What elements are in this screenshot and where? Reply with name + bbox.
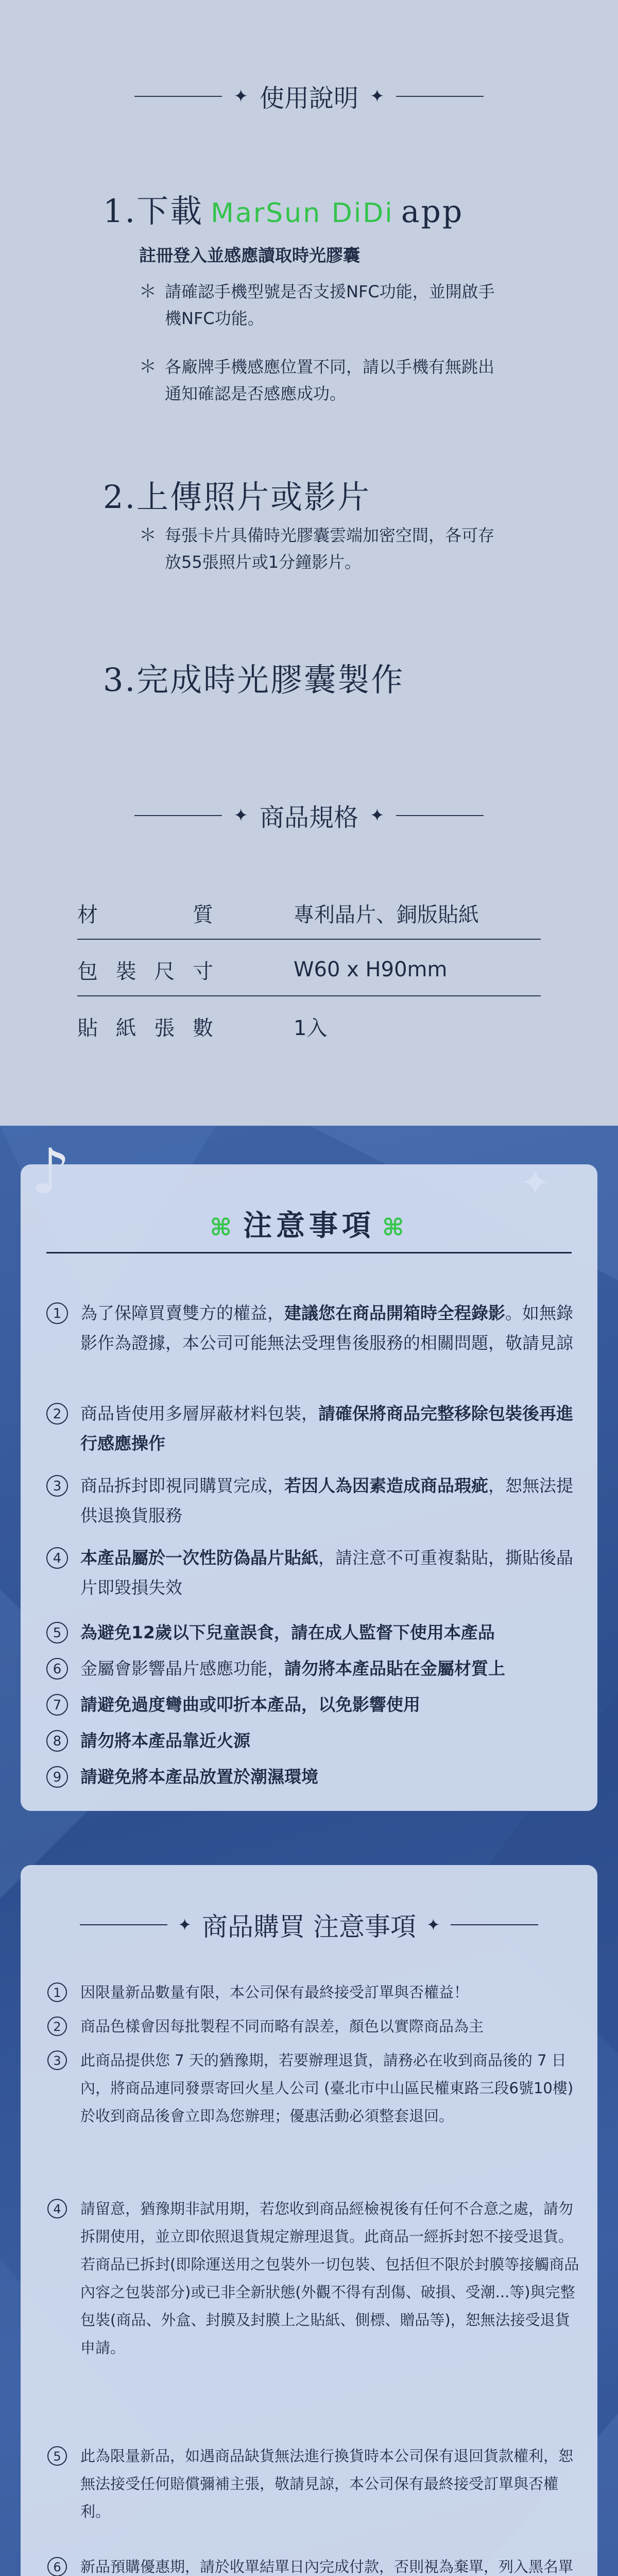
divider [451,1924,538,1925]
spec-key: 包 裝 尺 寸 [77,959,216,984]
spec-value: 1入 [294,1016,328,1040]
diamond-icon: ✦ [233,86,248,107]
notice-title: 注意事項 [243,1209,375,1243]
number-badge: 4 [47,2199,67,2218]
number-badge: 9 [46,1766,68,1788]
divider [80,1924,167,1925]
spec-key: 材 質 [77,903,216,927]
divider [134,96,222,97]
bullet-text: 請確認手機型號是否支援NFC功能，並開啟手機NFC功能。 [165,282,495,328]
specs-title: 商品規格 [259,803,358,832]
bottom-section [0,1126,618,2576]
spec-value: 專利晶片、銅版貼紙 [294,903,479,927]
number-badge: 2 [46,1403,68,1425]
top-section [0,0,618,1126]
divider [396,815,484,816]
diamond-icon: ✦ [370,86,385,107]
number-badge: 4 [46,1547,68,1569]
purchase-card [21,1865,597,2576]
number-badge: 5 [47,2446,67,2466]
instructions-title: 使用說明 [259,84,358,113]
bullet-text: 各廠牌手機感應位置不同，請以手機有無跳出通知確認是否感應成功。 [165,357,495,403]
instructions-heading [0,78,618,114]
step-1-bullet [139,353,510,407]
step-2: 2.上傳照片或影片 [103,478,371,516]
notice-item: 7 請避免過度彎曲或叩折本產品，以免影響使用 [46,1690,577,1720]
brand-name: MarSun DiDi [211,198,394,229]
diamond-icon: ✦ [426,1915,440,1935]
purchase-item: 1 因限量新品數量有限，本公司保有最終接受訂單與否權益！ [46,1978,582,2006]
number-badge: 1 [47,1982,67,2002]
spec-key: 貼 紙 張 數 [77,1016,216,1040]
purchase-item: 5 此為限量新品，如遇商品缺貨無法進行換貨時本公司保有退回貨款權利，恕無法接受任何賠償彌補主張，敬請見諒，本公司保有最終接受訂單與否權利。 [46,2442,582,2526]
number-badge: 3 [46,1475,68,1497]
notice-item: 4 本產品屬於一次性防偽晶片貼紙，請注意不可重複黏貼，撕貼後晶片即毀損失效 [46,1543,577,1603]
notice-divider [46,1252,572,1253]
step-3: 3.完成時光膠囊製作 [103,661,405,699]
number-badge: 8 [46,1730,68,1752]
step-1-prefix: 1.下載 [103,192,204,230]
asterisk-icon: ＊ [139,281,157,302]
spec-row-count [77,1005,541,1048]
notice-item: 6 金屬會影響晶片感應功能，請勿將本產品貼在金屬材質上 [46,1654,577,1684]
notice-item: 8 請勿將本產品靠近火源 [46,1726,577,1756]
step-2-bullet [139,522,510,575]
spec-value: W60 x H90mm [294,958,448,981]
number-badge: 6 [46,1658,68,1680]
purchase-title: 商品購買 注意事項 [202,1912,416,1942]
notice-card [21,1164,597,1811]
step-1 [103,185,464,231]
spec-divider [77,939,541,940]
bullet-text: 每張卡片具備時光膠囊雲端加密空間，各可存放55張照片或1分鐘影片。 [165,526,495,572]
step-1-subtitle: 註冊登入並感應讀取時光膠囊 [139,245,360,265]
number-badge: 5 [46,1622,68,1643]
spec-row-size [77,948,541,991]
number-badge: 6 [47,2557,67,2576]
notice-item: 3 商品拆封即視同購買完成，若因人為因素造成商品瑕疵，恕無法提供退換貨服務 [46,1471,577,1531]
spec-divider [77,995,541,996]
notice-heading [21,1203,597,1244]
number-badge: 3 [47,2050,67,2070]
step-1-suffix: app [401,194,464,230]
divider [396,96,484,97]
notice-item: 2 商品皆使用多層屏蔽材料包裝，請確保將商品完整移除包裝後再進行感應操作 [46,1399,577,1459]
purchase-item: 3 此商品提供您 7 天的猶豫期，若要辦理退貨，請務必在收到商品後的 7 日內，將商品連同發票寄回火星人公司 (臺北市中山區民權東路三段6號10樓) 於收到商品後會立即為您辦理；優惠活動必須整套退回。 [46,2046,582,2130]
notice-item: 9 請避免將本產品放置於潮濕環境 [46,1762,577,1792]
notice-item: 1 為了保障買賣雙方的權益，建議您在商品開箱時全程錄影。如無錄影作為證據，本公司可能無法受理售後服務的相關問題，敬請見諒 [46,1298,577,1358]
diamond-icon: ✦ [370,805,385,826]
spec-row-material [77,891,541,935]
notice-item: 5 為避免12歲以下兒童誤食，請在成人監督下使用本產品 [46,1618,577,1648]
clover-icon: ⌘ [382,1213,408,1241]
specs-heading [0,798,618,833]
purchase-item: 2 商品色樣會因每批製程不同而略有誤差，顏色以實際商品為主 [46,2012,582,2040]
asterisk-icon: ＊ [139,357,157,377]
divider [134,815,222,816]
diamond-icon: ✦ [233,805,248,826]
purchase-item: 4 請留意，猶豫期非試用期，若您收到商品經檢視後有任何不合意之處，請勿拆開使用，並立即依照退貨規定辦理退貨。此商品一經拆封恕不接受退貨。若商品已拆封(即除運送用之包裝外一切包裝、包括但不限於封膜等接觸商品內容之包裝部分)或已非全新狀態(外觀不得有刮傷、破損、受潮...等)與完整包裝(商品、外盒、封膜及封膜上之貼紙、側標、贈品等)，恕無法接受退貨申請。 [46,2195,582,2362]
asterisk-icon: ＊ [139,525,157,546]
step-1-bullet [139,278,510,332]
purchase-heading [21,1906,597,1943]
diamond-icon: ✦ [178,1915,192,1935]
number-badge: 1 [46,1302,68,1324]
number-badge: 7 [46,1694,68,1716]
clover-icon: ⌘ [210,1213,236,1241]
number-badge: 2 [47,2016,67,2036]
purchase-item: 6 新品預購優惠期，請於收單結單日內完成付款，否則視為棄單，列入黑名單 [46,2553,582,2576]
